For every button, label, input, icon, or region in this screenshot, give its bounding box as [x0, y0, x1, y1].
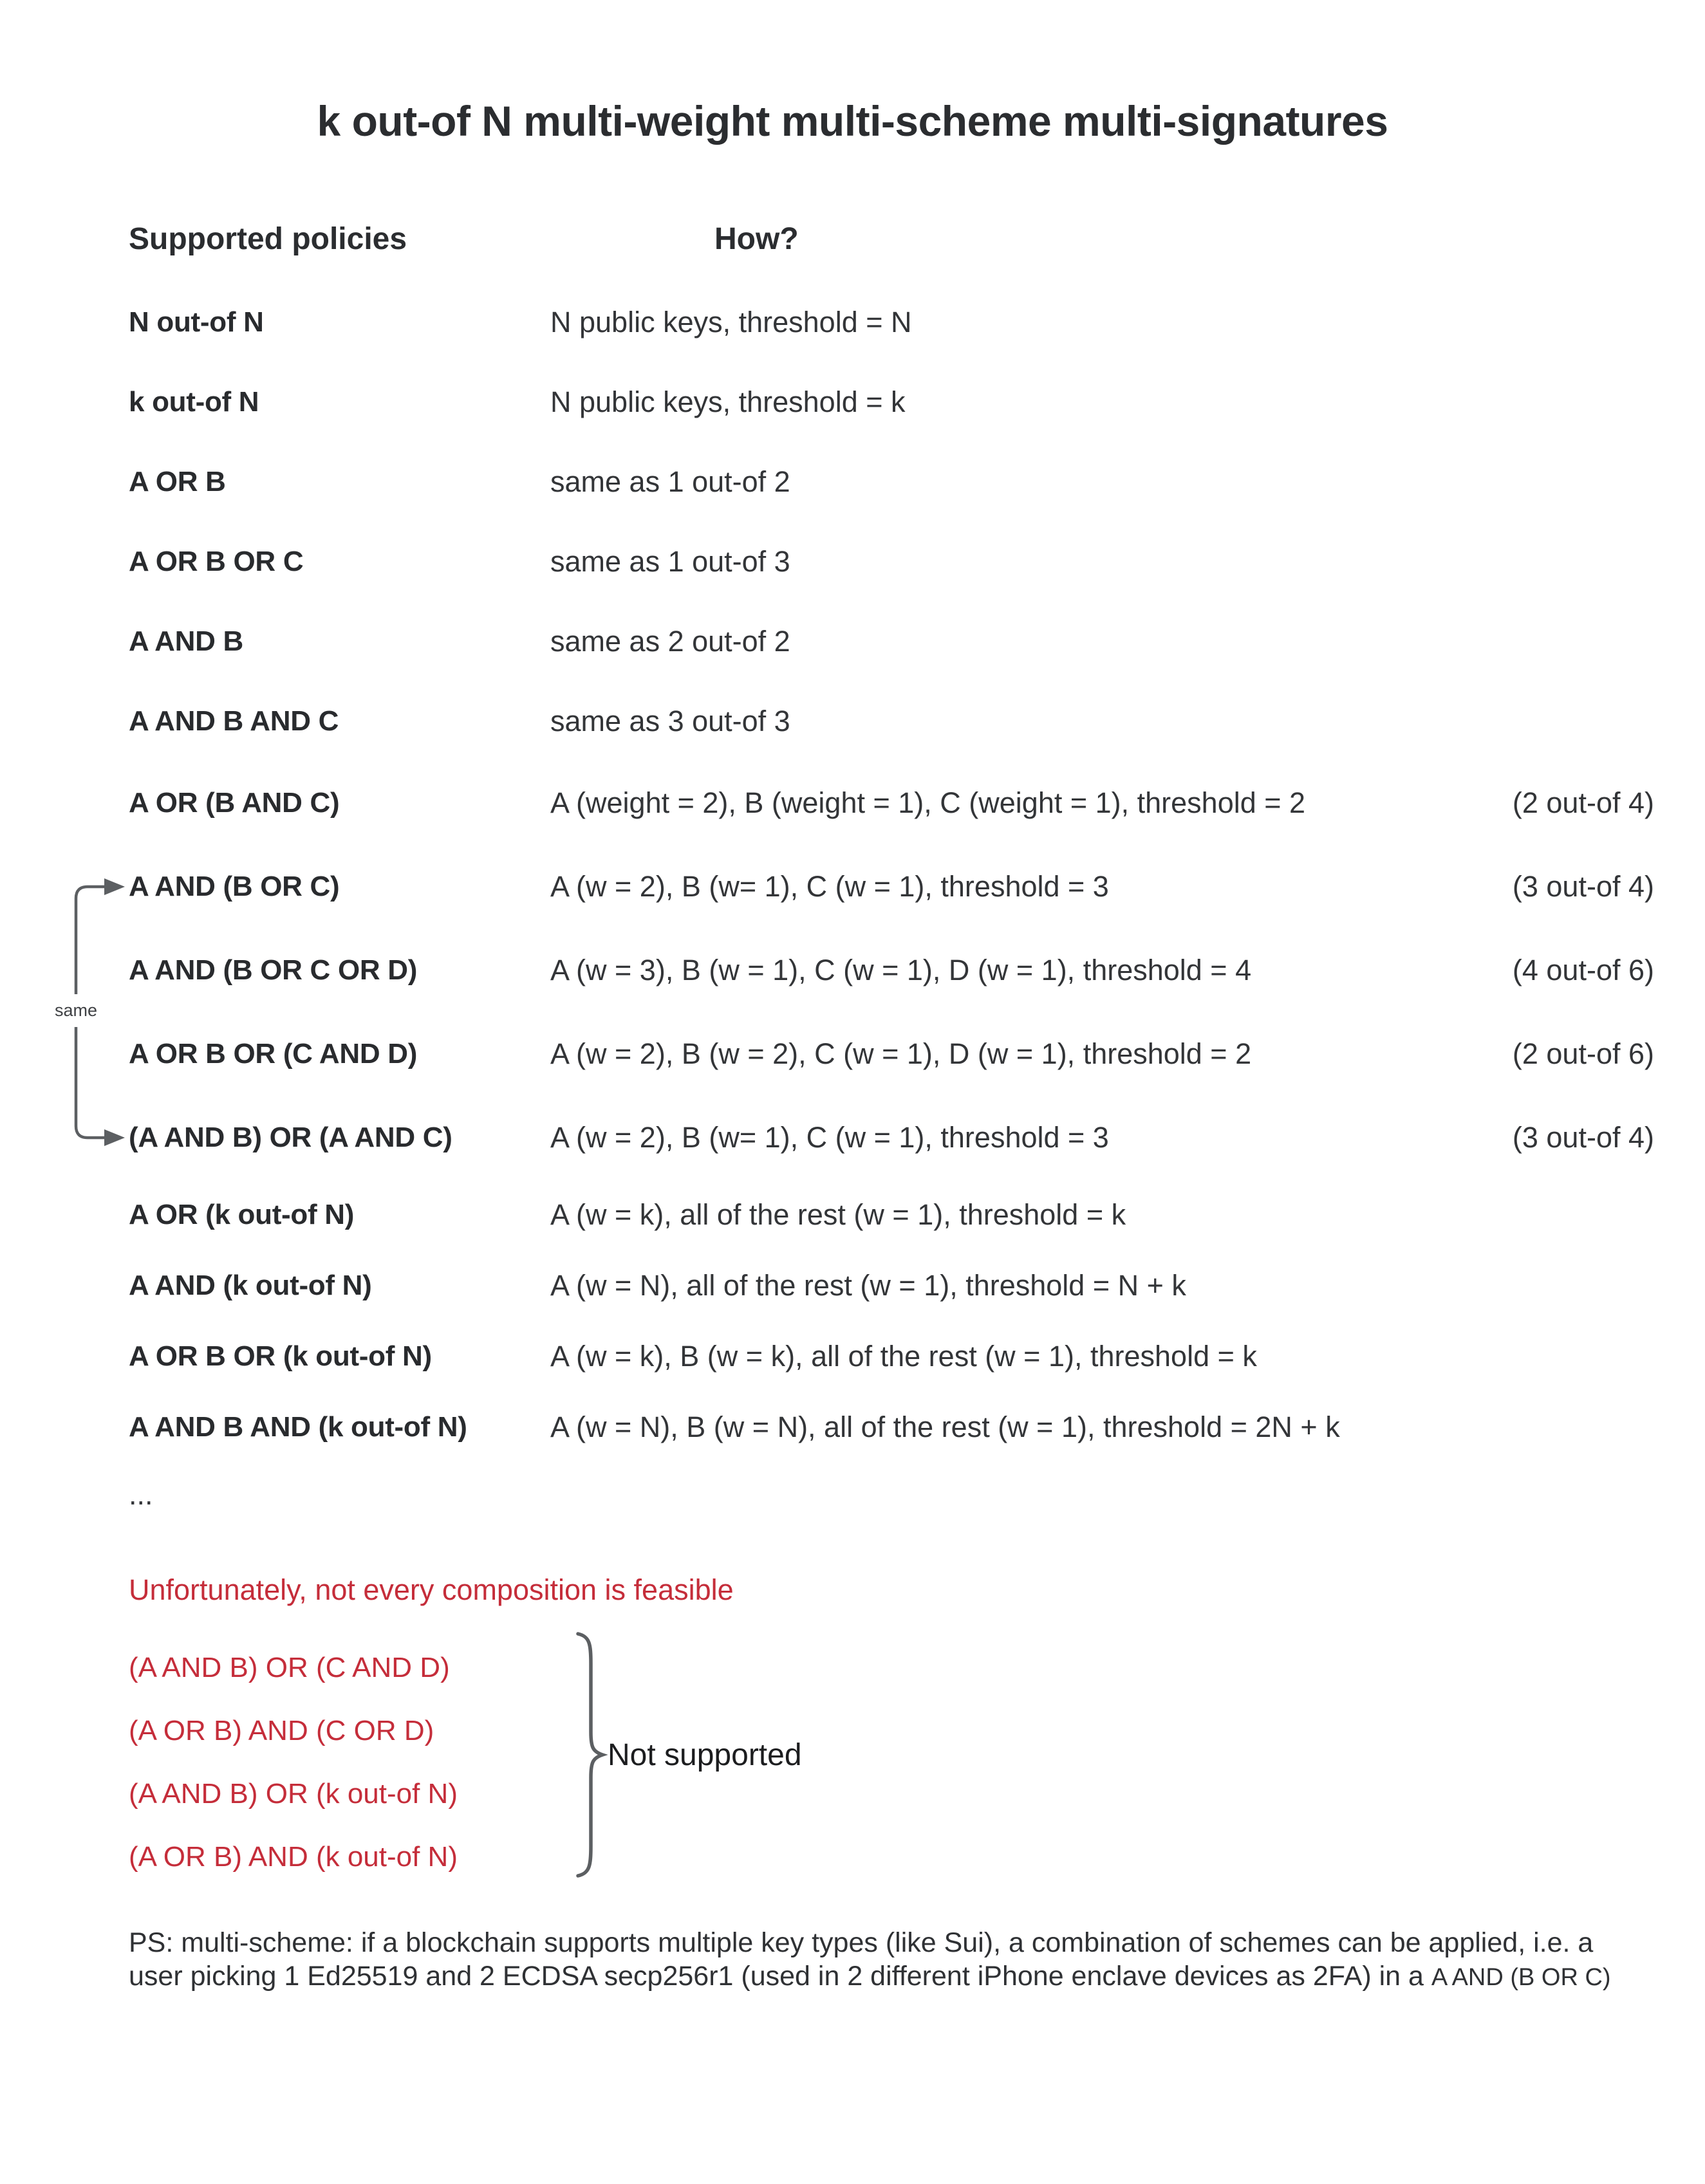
policy-label: (A AND B) OR (A AND C)	[129, 1122, 452, 1153]
ps-text: PS: multi-scheme: if a blockchain supports multiple key types (like Sui), a combination of schemes can be applied, i.e. a user picking 1 Ed25519 and 2 ECDSA secp256r1 (used in 2 different iPhone enclave devices as 2FA) in a	[129, 1927, 1594, 1992]
policy-label: k out-of N	[129, 386, 259, 418]
policy-label: A AND B	[129, 625, 243, 657]
how-text: same as 1 out-of 2	[550, 465, 790, 498]
infeasible-heading: Unfortunately, not every composition is feasible	[129, 1573, 734, 1606]
table-header	[129, 221, 1654, 257]
how-text: A (w = 2), B (w= 1), C (w = 1), threshold = 3	[550, 1121, 1109, 1154]
table-row	[129, 929, 1654, 1012]
policy-label: A OR B OR (k out-of N)	[129, 1340, 432, 1372]
outof-note: (2 out-of 6)	[1512, 1037, 1654, 1070]
same-label: same	[41, 994, 111, 1027]
table-row	[129, 1180, 1654, 1250]
how-text: A (w = k), B (w = k), all of the rest (w = 1), threshold = k	[550, 1340, 1257, 1373]
how-text: N public keys, threshold = N	[550, 306, 912, 338]
how-text: A (weight = 2), B (weight = 1), C (weight = 1), threshold = 2	[550, 786, 1306, 819]
not-supported-label: Not supported	[608, 1737, 802, 1772]
policy-label: A OR (B AND C)	[129, 787, 340, 819]
policy-label: A AND B AND (k out-of N)	[129, 1411, 467, 1443]
page-title: k out-of N multi-weight multi-scheme multi-signatures	[317, 97, 1388, 145]
policy-label: A OR B OR C	[129, 546, 304, 577]
ps-policy-ref: A AND (B OR C)	[1431, 1964, 1611, 1992]
table-row	[129, 1096, 1654, 1180]
infeasible-item: (A OR B) AND (k out-of N)	[129, 1841, 458, 1873]
infeasible-item: (A OR B) AND (C OR D)	[129, 1715, 434, 1746]
policy-label: N out-of N	[129, 306, 264, 338]
outof-note: (4 out-of 6)	[1512, 954, 1654, 986]
policy-label: A OR (k out-of N)	[129, 1199, 355, 1230]
policy-label: A AND (B OR C OR D)	[129, 954, 418, 986]
table-row	[129, 1392, 1654, 1463]
table-row	[129, 761, 1654, 845]
how-text: A (w = N), B (w = N), all of the rest (w = 1), threshold = 2N + k	[550, 1411, 1340, 1443]
arrowhead-top	[104, 878, 125, 895]
outof-note: (2 out-of 4)	[1512, 786, 1654, 819]
table-row	[129, 442, 1654, 522]
how-text: A (w = 2), B (w = 2), C (w = 1), D (w = 1), threshold = 2	[550, 1037, 1252, 1070]
table-row	[129, 522, 1654, 602]
not-supported-brace	[572, 1631, 613, 1878]
ps-note	[129, 1926, 1628, 1994]
how-text: A (w = 3), B (w = 1), C (w = 1), D (w = 1), threshold = 4	[550, 954, 1252, 986]
ellipsis: ...	[129, 1478, 153, 1511]
infeasible-section	[129, 1573, 1654, 1889]
outof-note: (3 out-of 4)	[1512, 1121, 1654, 1154]
policy-label: A OR B	[129, 466, 226, 497]
table-row	[129, 362, 1654, 442]
outof-note: (3 out-of 4)	[1512, 870, 1654, 903]
arrowhead-bottom	[104, 1129, 125, 1146]
how-text: same as 3 out-of 3	[550, 705, 790, 737]
policy-table	[54, 282, 1654, 1527]
header-how: How?	[714, 222, 799, 256]
table-row	[129, 681, 1654, 761]
how-text: A (w = 2), B (w= 1), C (w = 1), threshold = 3	[550, 870, 1109, 903]
how-text: same as 2 out-of 2	[550, 625, 790, 658]
slide-page	[0, 97, 1705, 2184]
how-text: A (w = N), all of the rest (w = 1), threshold = N + k	[550, 1269, 1186, 1302]
how-text: same as 1 out-of 3	[550, 545, 790, 578]
infeasible-list	[129, 1636, 1654, 1889]
how-text: A (w = k), all of the rest (w = 1), threshold = k	[550, 1198, 1126, 1231]
infeasible-item: (A AND B) OR (C AND D)	[129, 1652, 450, 1683]
policy-label: A AND (B OR C)	[129, 871, 340, 902]
table-row	[129, 845, 1654, 929]
table-row	[129, 1250, 1654, 1321]
infeasible-item: (A AND B) OR (k out-of N)	[129, 1778, 458, 1809]
how-text: N public keys, threshold = k	[550, 385, 906, 418]
table-row	[129, 602, 1654, 681]
policy-label: A AND (k out-of N)	[129, 1270, 372, 1301]
header-supported-policies: Supported policies	[129, 222, 407, 256]
table-row	[129, 1012, 1654, 1096]
content-area	[54, 221, 1654, 1994]
policy-label: A AND B AND C	[129, 705, 339, 737]
table-row	[129, 1321, 1654, 1392]
policy-label: A OR B OR (C AND D)	[129, 1038, 418, 1069]
table-row	[129, 282, 1654, 362]
